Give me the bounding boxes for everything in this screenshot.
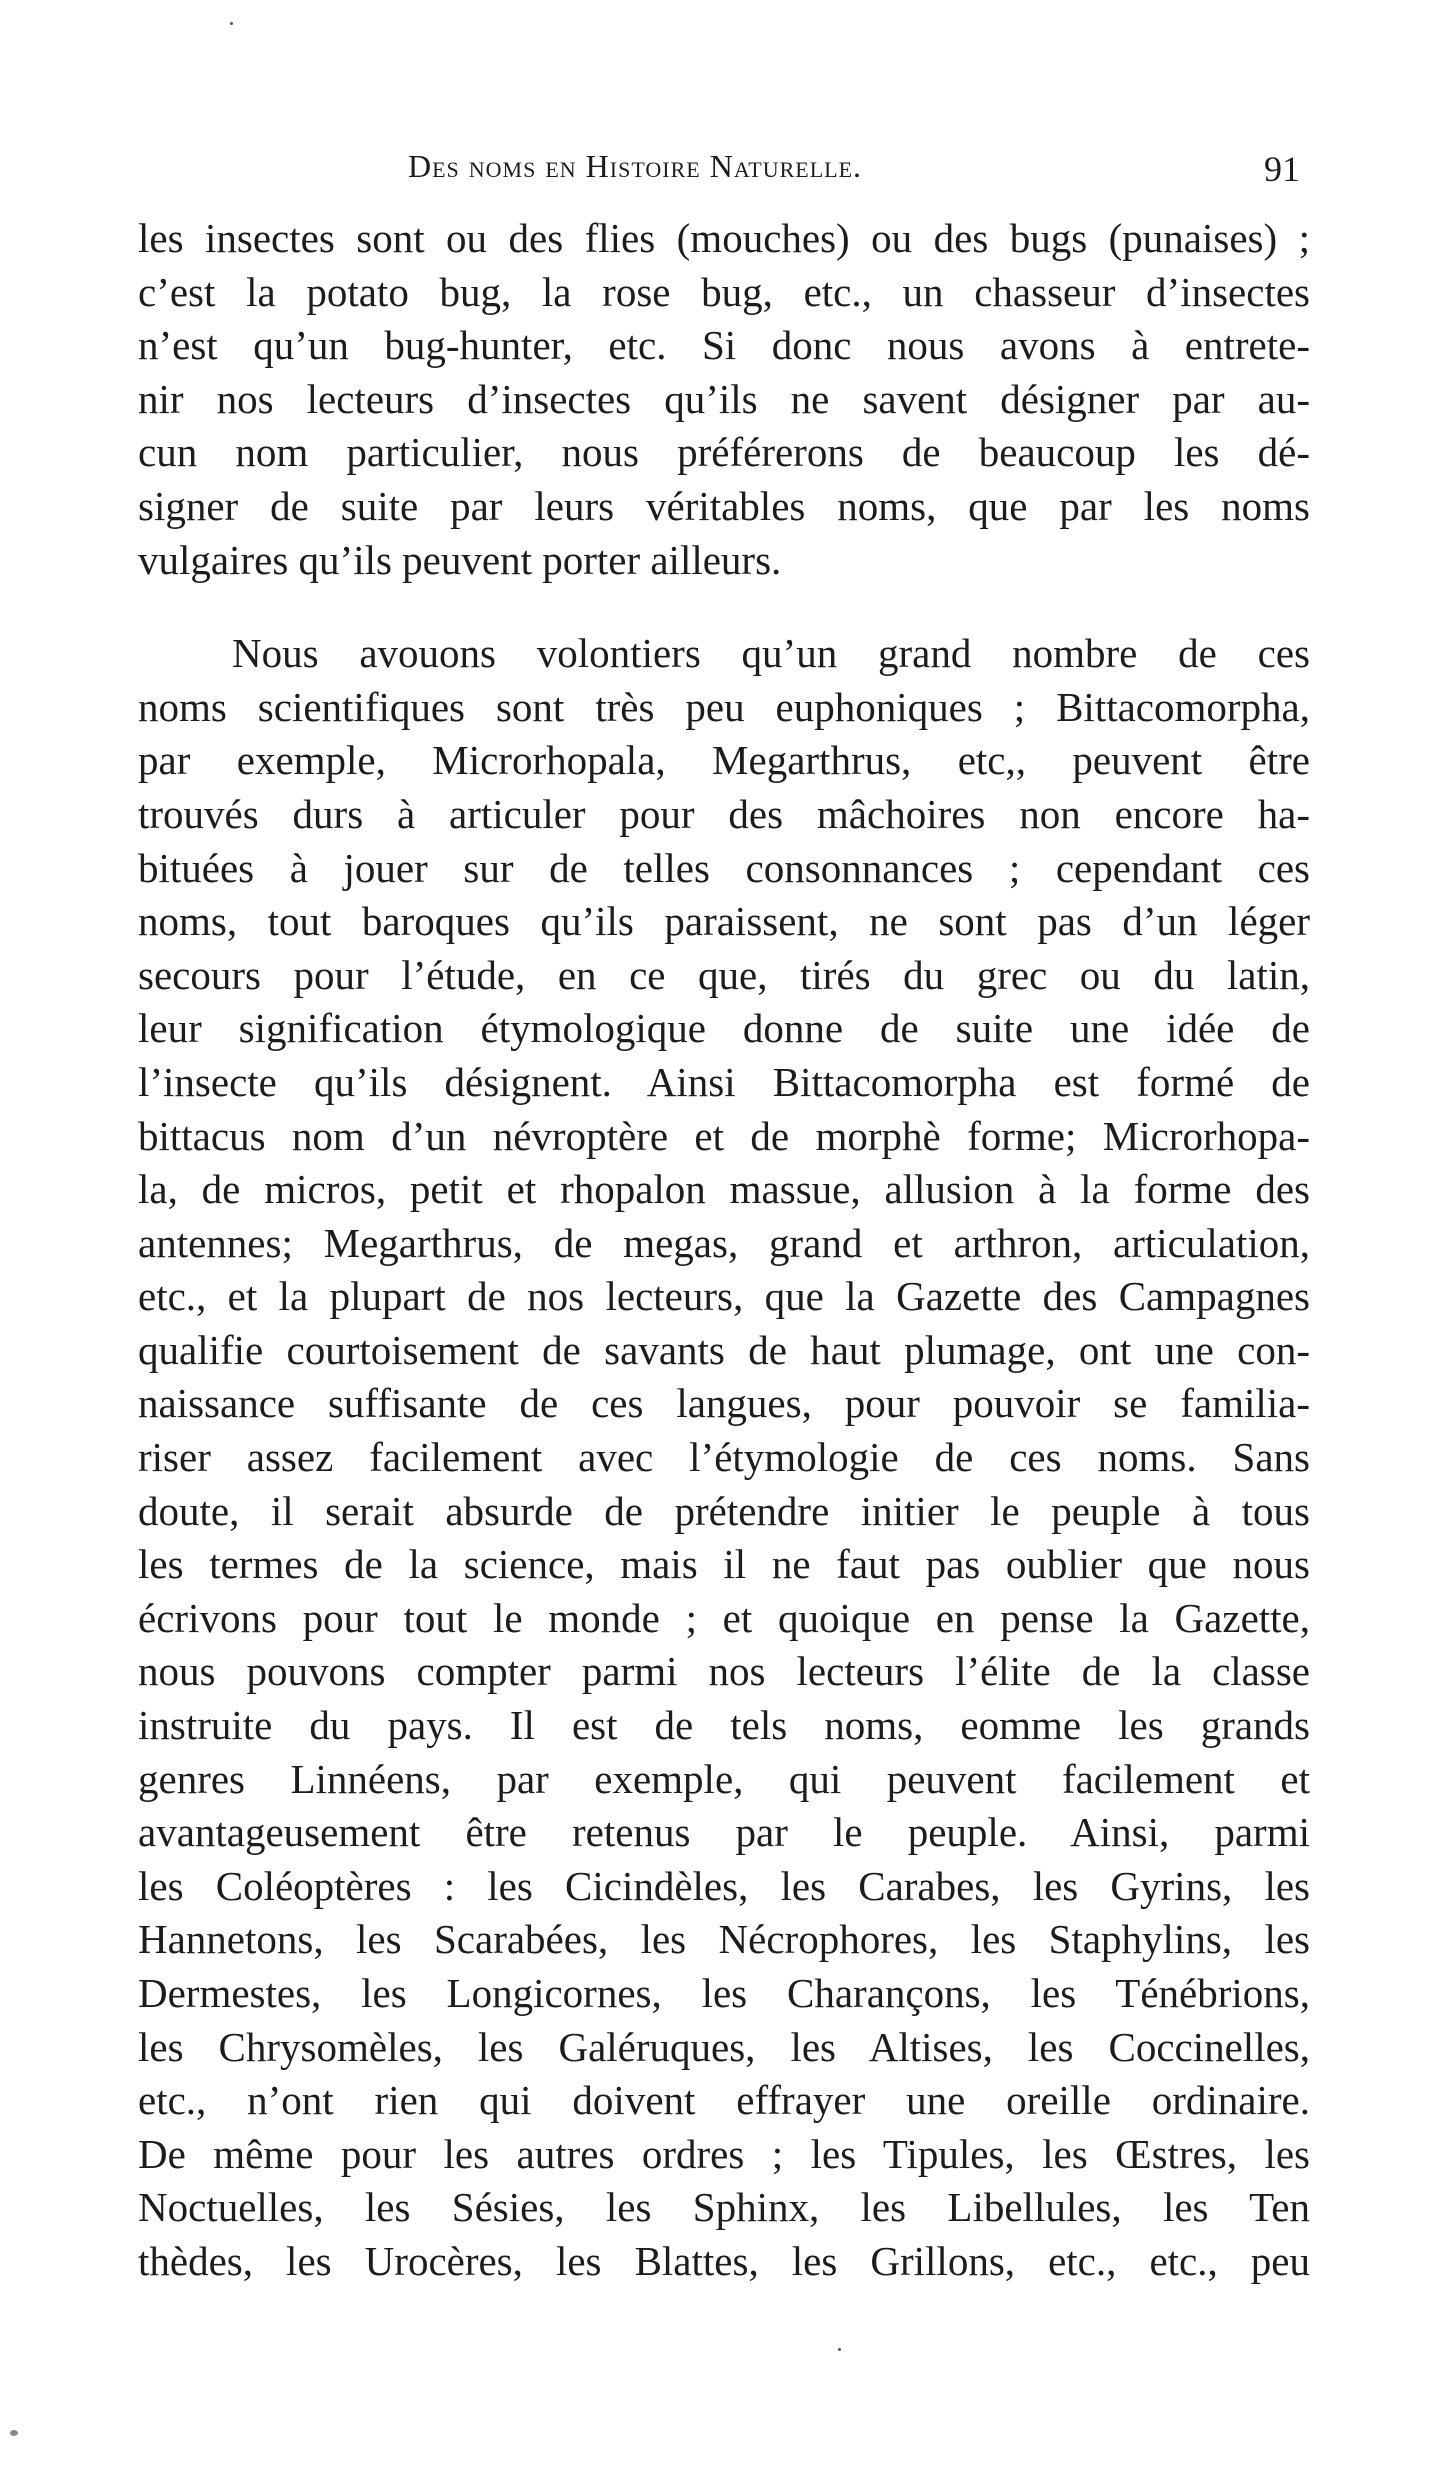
text-line: cun nom particulier, nous préférerons de beaucoup les dé- bbox=[138, 429, 1310, 476]
text-line: signer de suite par leurs véritables noms, que par les noms bbox=[138, 482, 1310, 529]
text-line: thèdes, les Urocères, les Blattes, les Grillons, etc., etc., peu bbox=[138, 2237, 1310, 2284]
text-line: noms, tout baroques qu’ils paraissent, ne sont pas d’un léger bbox=[138, 898, 1310, 945]
text-line: bittacus nom d’un névroptère et de morphè forme; Microrhopa- bbox=[138, 1112, 1310, 1159]
text-line: les Chrysomèles, les Galéruques, les Altises, les Coccinelles, bbox=[138, 2023, 1310, 2070]
text-line: les insectes sont ou des flies (mouches) ou des bugs (punaises) ; bbox=[138, 215, 1310, 261]
body-text bbox=[138, 212, 1310, 2289]
text-line: la, de micros, petit et rhopalon massue, allusion à la forme des bbox=[138, 1166, 1310, 1213]
page-number: 91 bbox=[1264, 149, 1300, 189]
print-speck bbox=[230, 22, 233, 25]
text-line: noms scientifiques sont très peu euphoniques ; Bittacomorpha, bbox=[138, 683, 1310, 730]
text-line: etc., et la plupart de nos lecteurs, que la Gazette des Campagnes bbox=[138, 1273, 1310, 1320]
paragraph-1 bbox=[138, 212, 1310, 587]
page-header bbox=[408, 148, 1300, 198]
text-line: les Coléoptères : les Cicindèles, les Carabes, les Gyrins, les bbox=[138, 1862, 1310, 1909]
text-line: riser assez facilement avec l’étymologie de ces noms. Sans bbox=[138, 1434, 1310, 1481]
text-line: leur signification étymologique donne de suite une idée de bbox=[138, 1005, 1310, 1052]
print-speck bbox=[10, 2430, 18, 2436]
text-line: Nous avouons volontiers qu’un grand nombre de ces bbox=[232, 630, 1310, 677]
text-line: n’est qu’un bug-hunter, etc. Si donc nous avons à entrete- bbox=[138, 322, 1310, 369]
text-line: les termes de la science, mais il ne faut pas oublier que nous bbox=[138, 1541, 1310, 1588]
text-line: Hannetons, les Scarabées, les Nécrophores, les Staphylins, les bbox=[138, 1916, 1310, 1963]
text-line: c’est la potato bug, la rose bug, etc., un chasseur d’insectes bbox=[138, 268, 1310, 315]
text-line: Noctuelles, les Sésies, les Sphinx, les Libellules, les Ten bbox=[138, 2184, 1310, 2231]
text-line: vulgaires qu’ils peuvent porter ailleurs. bbox=[138, 536, 782, 583]
text-line: avantageusement être retenus par le peuple. Ainsi, parmi bbox=[138, 1809, 1310, 1856]
text-line: qualifie courtoisement de savants de haut plumage, ont une con- bbox=[138, 1326, 1310, 1373]
running-title: Des noms en Histoire Naturelle. bbox=[408, 148, 863, 184]
text-line: Dermestes, les Longicornes, les Charançons, les Ténébrions, bbox=[138, 1970, 1310, 2016]
text-line: secours pour l’étude, en ce que, tirés du grec ou du latin, bbox=[138, 951, 1310, 998]
text-line: par exemple, Microrhopala, Megarthrus, etc,, peuvent être bbox=[138, 737, 1310, 784]
paragraph-gap bbox=[138, 587, 1310, 627]
print-speck bbox=[838, 2348, 841, 2351]
text-line: bituées à jouer sur de telles consonnances ; cependant ces bbox=[138, 844, 1310, 891]
text-line: instruite du pays. Il est de tels noms, eomme les grands bbox=[138, 1702, 1310, 1749]
text-line: naissance suffisante de ces langues, pour pouvoir se familia- bbox=[138, 1380, 1310, 1427]
text-line: genres Linnéens, par exemple, qui peuvent facilement et bbox=[138, 1755, 1310, 1802]
paragraph-2 bbox=[138, 627, 1310, 2288]
text-line: écrivons pour tout le monde ; et quoique en pense la Gazette, bbox=[138, 1594, 1310, 1641]
text-line: doute, il serait absurde de prétendre initier le peuple à tous bbox=[138, 1487, 1310, 1534]
text-line: etc., n’ont rien qui doivent effrayer une oreille ordinaire. bbox=[138, 2077, 1310, 2124]
text-line: nir nos lecteurs d’insectes qu’ils ne savent désigner par au- bbox=[138, 375, 1310, 422]
text-line: trouvés durs à articuler pour des mâchoires non encore ha- bbox=[138, 790, 1310, 837]
text-line: l’insecte qu’ils désignent. Ainsi Bittacomorpha est formé de bbox=[138, 1058, 1310, 1105]
text-line: De même pour les autres ordres ; les Tipules, les Œstres, les bbox=[138, 2130, 1310, 2177]
text-line: nous pouvons compter parmi nos lecteurs l’élite de la classe bbox=[138, 1648, 1310, 1695]
text-line: antennes; Megarthrus, de megas, grand et arthron, articulation, bbox=[138, 1219, 1310, 1266]
